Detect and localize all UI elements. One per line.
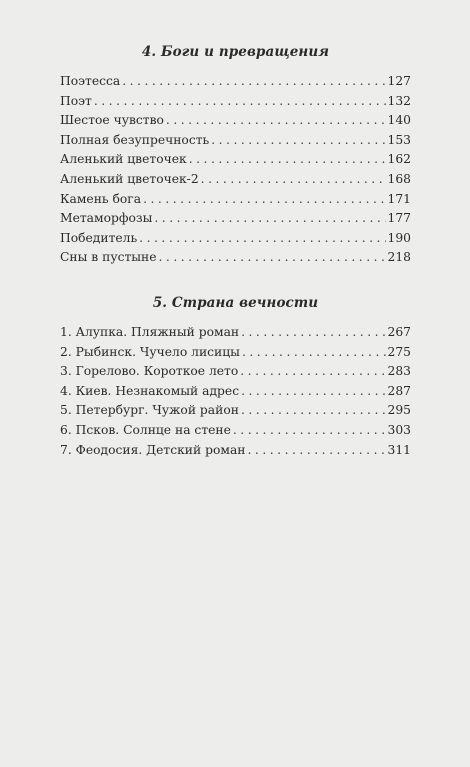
toc-entry-label: Аленький цветочек-2 bbox=[60, 171, 199, 186]
dot-leader bbox=[242, 345, 386, 359]
toc-entry bbox=[60, 133, 411, 153]
toc-entry-label: Полная безупречность bbox=[60, 132, 210, 147]
toc-entry-page: 140 bbox=[387, 113, 411, 128]
toc-entry bbox=[60, 443, 411, 463]
dot-leader bbox=[201, 172, 386, 186]
toc-entry bbox=[60, 172, 411, 192]
dot-leader bbox=[143, 192, 385, 206]
toc-entry-page: 153 bbox=[387, 132, 411, 147]
toc-entry-page: 218 bbox=[387, 250, 411, 265]
toc-entry-page: 177 bbox=[387, 211, 411, 226]
toc-entry bbox=[60, 192, 411, 212]
toc-entry bbox=[60, 325, 411, 345]
toc-entry bbox=[60, 345, 411, 365]
toc-entry-label: 6. Псков. Солнце на стене bbox=[60, 422, 231, 437]
toc-entry-page: 283 bbox=[387, 364, 411, 379]
dot-leader bbox=[233, 423, 386, 437]
toc-list-gods bbox=[60, 74, 411, 270]
toc-entry-page: 171 bbox=[387, 191, 411, 206]
toc-entry-label: 2. Рыбинск. Чучело лисицы bbox=[60, 344, 240, 359]
toc-entry bbox=[60, 94, 411, 114]
toc-entry-page: 267 bbox=[387, 324, 411, 339]
toc-entry-page: 303 bbox=[387, 422, 411, 437]
toc-entry-label: Поэт bbox=[60, 93, 92, 108]
toc-entry bbox=[60, 423, 411, 443]
toc-entry-label: Победитель bbox=[60, 230, 138, 245]
toc-entry-label: Поэтесса bbox=[60, 74, 121, 88]
toc-entry bbox=[60, 113, 411, 133]
toc-entry-label: 5. Петербург. Чужой район bbox=[60, 403, 239, 418]
dot-leader bbox=[166, 113, 386, 127]
toc-entry-label: 4. Киев. Незнакомый адрес bbox=[60, 383, 240, 398]
toc-entry-label: Шестое чувство bbox=[60, 113, 164, 128]
dot-leader bbox=[154, 211, 385, 225]
dot-leader bbox=[241, 384, 385, 398]
dot-leader bbox=[241, 325, 385, 339]
section-title-gods: 4. Боги и превращения bbox=[141, 44, 330, 60]
toc-entry-page: 311 bbox=[387, 442, 411, 457]
toc-entry-label: 1. Алупка. Пляжный роман bbox=[60, 324, 240, 339]
dot-leader bbox=[211, 133, 385, 147]
toc-entry-label: 7. Феодосия. Детский роман bbox=[60, 442, 246, 457]
dot-leader bbox=[241, 403, 386, 417]
toc-entry bbox=[60, 152, 411, 172]
dot-leader bbox=[189, 152, 386, 166]
dot-leader bbox=[94, 94, 386, 108]
toc-entry-label: Аленький цветочек bbox=[60, 152, 187, 167]
dot-leader bbox=[139, 231, 385, 245]
toc-entry-page: 275 bbox=[387, 344, 411, 359]
dot-leader bbox=[122, 74, 385, 88]
toc-entry-page: 132 bbox=[387, 93, 411, 108]
toc-entry-page: 168 bbox=[387, 171, 411, 186]
toc-entry-page: 287 bbox=[387, 383, 411, 398]
dot-leader bbox=[240, 364, 385, 378]
toc-entry bbox=[60, 403, 411, 423]
toc-entry-page: 127 bbox=[387, 74, 411, 88]
toc-entry-label: Камень бога bbox=[60, 191, 142, 206]
toc-entry-page: 295 bbox=[387, 403, 411, 418]
toc-entry-label: Метаморфозы bbox=[60, 211, 153, 226]
toc-entry-label: 3. Горелово. Короткое лето bbox=[60, 364, 239, 379]
toc-entry bbox=[60, 384, 411, 404]
dot-leader bbox=[247, 443, 385, 457]
toc-list-eternity bbox=[60, 325, 411, 462]
dot-leader bbox=[159, 250, 386, 264]
toc-entry bbox=[60, 211, 411, 231]
toc-entry bbox=[60, 74, 411, 94]
section-title-eternity: 5. Страна вечности bbox=[152, 294, 319, 311]
toc-entry-page: 162 bbox=[387, 152, 411, 167]
toc-entry-page: 190 bbox=[387, 230, 411, 245]
toc-entry-label: Сны в пустыне bbox=[60, 250, 157, 265]
toc-entry bbox=[60, 364, 411, 384]
toc-entry bbox=[60, 250, 411, 270]
toc-entry bbox=[60, 231, 411, 251]
